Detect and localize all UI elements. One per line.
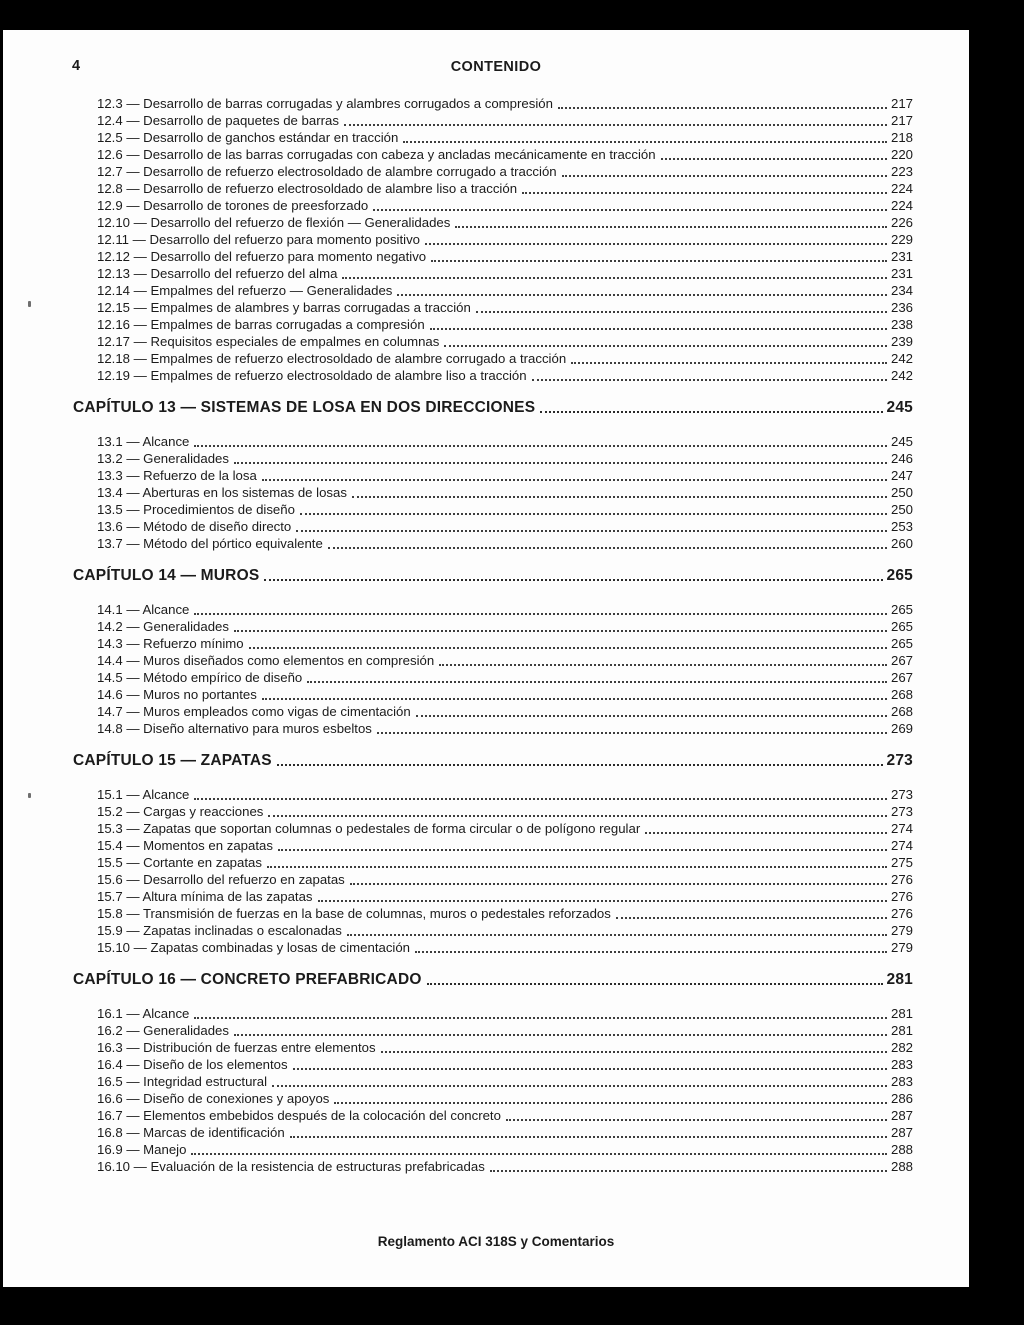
dot-leader: [571, 362, 887, 364]
dot-leader: [300, 513, 887, 515]
entry-page-number: 242: [890, 368, 913, 383]
entry-title: 14.7 — Muros empleados como vigas de cimentación: [97, 704, 411, 719]
entry-title: 14.6 — Muros no portantes: [97, 687, 257, 702]
chapter-title: CAPÍTULO 13 — SISTEMAS DE LOSA EN DOS DIRECCIONES: [73, 399, 536, 416]
dot-leader: [318, 900, 887, 902]
chapter-heading-row: [73, 399, 913, 417]
toc-entry-row: [73, 601, 913, 618]
toc-entry-row: [73, 1107, 913, 1124]
entry-title: 13.3 — Refuerzo de la losa: [97, 468, 257, 483]
toc-entry-row: [73, 703, 913, 720]
dot-leader: [277, 764, 883, 766]
entry-page-number: 265: [890, 602, 913, 617]
dot-leader: [234, 630, 887, 632]
entry-page-number: 231: [890, 249, 913, 264]
entry-title: 12.3 — Desarrollo de barras corrugadas y alambres corrugados a compresión: [97, 96, 553, 111]
entry-title: 15.9 — Zapatas inclinadas o escalonadas: [97, 923, 342, 938]
dot-leader: [262, 698, 887, 700]
dot-leader: [562, 175, 887, 177]
dot-leader: [234, 1034, 887, 1036]
entry-page-number: 283: [890, 1057, 913, 1072]
entry-title: 16.1 — Alcance: [97, 1006, 190, 1021]
entry-title: 15.5 — Cortante en zapatas: [97, 855, 262, 870]
toc-entry-row: [73, 1158, 913, 1175]
entry-title: 15.2 — Cargas y reacciones: [97, 804, 264, 819]
entry-page-number: 286: [890, 1091, 913, 1106]
entry-page-number: 273: [890, 787, 913, 802]
dot-leader: [262, 479, 887, 481]
chapter-title: CAPÍTULO 15 — ZAPATAS: [73, 752, 272, 769]
entry-page-number: 276: [890, 889, 913, 904]
page-number: 4: [72, 58, 81, 74]
toc-entry-row: [73, 686, 913, 703]
entry-title: 15.1 — Alcance: [97, 787, 190, 802]
dot-leader: [344, 124, 887, 126]
entry-page-number: 281: [890, 1023, 913, 1038]
entry-title: 12.11 — Desarrollo del refuerzo para momento positivo: [97, 232, 421, 247]
toc-entry-row: [73, 484, 913, 501]
dot-leader: [352, 496, 887, 498]
dot-leader: [540, 411, 882, 413]
entry-title: 12.10 — Desarrollo del refuerzo de flexión — Generalidades: [97, 215, 451, 230]
dot-leader: [377, 732, 887, 734]
toc-entry-row: [73, 535, 913, 552]
entry-title: 16.8 — Marcas de identificación: [97, 1125, 285, 1140]
entry-title: 15.3 — Zapatas que soportan columnas o pedestales de forma circular o de polígono regular: [97, 821, 641, 836]
entry-title: 14.1 — Alcance: [97, 602, 190, 617]
toc-entry-row: [73, 214, 913, 231]
scan-speck-artifact: [28, 793, 31, 798]
dot-leader: [415, 951, 887, 953]
entry-title: 13.1 — Alcance: [97, 434, 190, 449]
toc-entry-row: [73, 282, 913, 299]
entry-page-number: 269: [890, 721, 913, 736]
entry-page-number: 265: [890, 636, 913, 651]
page-title: CONTENIDO: [450, 59, 542, 75]
entry-title: 15.4 — Momentos en zapatas: [97, 838, 273, 853]
entry-page-number: 236: [890, 300, 913, 315]
toc-entry-row: [73, 635, 913, 652]
entry-title: 12.7 — Desarrollo de refuerzo electrosoldado de alambre corrugado a tracción: [97, 164, 557, 179]
entry-page-number: 274: [890, 821, 913, 836]
toc-entry-row: [73, 518, 913, 535]
dot-leader: [191, 1153, 887, 1155]
dot-leader: [334, 1102, 887, 1104]
entry-page-number: 253: [890, 519, 913, 534]
entry-title: 16.10 — Evaluación de la resistencia de estructuras prefabricadas: [97, 1159, 485, 1174]
page-header: [3, 58, 969, 75]
toc-entry-row: [73, 333, 913, 350]
entry-page-number: 250: [890, 502, 913, 517]
entry-page-number: 224: [890, 198, 913, 213]
entry-title: 12.9 — Desarrollo de torones de preesforzado: [97, 198, 369, 213]
dot-leader: [381, 1051, 887, 1053]
entry-page-number: 274: [890, 838, 913, 853]
toc-entry-row: [73, 922, 913, 939]
dot-leader: [532, 379, 887, 381]
dot-leader: [328, 547, 887, 549]
chapter-page-number: 281: [886, 971, 913, 988]
toc-entry-row: [73, 618, 913, 635]
dot-leader: [347, 934, 887, 936]
toc-entry-row: [73, 905, 913, 922]
toc-entry-row: [73, 1005, 913, 1022]
entry-page-number: 217: [890, 96, 913, 111]
entry-page-number: 282: [890, 1040, 913, 1055]
chapter-heading-row: [73, 752, 913, 770]
dot-leader: [290, 1136, 887, 1138]
toc-entry-row: [73, 467, 913, 484]
entry-title: 14.4 — Muros diseñados como elementos en compresión: [97, 653, 435, 668]
dot-leader: [661, 158, 887, 160]
entry-page-number: 239: [890, 334, 913, 349]
dot-leader: [490, 1170, 887, 1172]
toc-entry-row: [73, 129, 913, 146]
entry-page-number: 246: [890, 451, 913, 466]
toc-entry-row: [73, 786, 913, 803]
entry-title: 14.8 — Diseño alternativo para muros esbeltos: [97, 721, 372, 736]
table-of-contents: [73, 95, 913, 1175]
toc-entry-row: [73, 837, 913, 854]
dot-leader: [234, 462, 887, 464]
toc-entry-row: [73, 1056, 913, 1073]
entry-page-number: 267: [890, 670, 913, 685]
toc-entry-row: [73, 1073, 913, 1090]
dot-leader: [425, 243, 887, 245]
entry-page-number: 268: [890, 704, 913, 719]
entry-page-number: 276: [890, 906, 913, 921]
entry-title: 15.7 — Altura mínima de las zapatas: [97, 889, 313, 904]
entry-page-number: 273: [890, 804, 913, 819]
entry-page-number: 283: [890, 1074, 913, 1089]
toc-entry-row: [73, 1039, 913, 1056]
entry-page-number: 218: [890, 130, 913, 145]
dot-leader: [278, 849, 887, 851]
entry-page-number: 238: [890, 317, 913, 332]
dot-leader: [264, 579, 882, 581]
dot-leader: [267, 866, 887, 868]
toc-entry-row: [73, 871, 913, 888]
entry-page-number: 268: [890, 687, 913, 702]
entry-title: 16.9 — Manejo: [97, 1142, 187, 1157]
entry-title: 12.12 — Desarrollo del refuerzo para momento negativo: [97, 249, 427, 264]
entry-page-number: 288: [890, 1142, 913, 1157]
dot-leader: [249, 647, 887, 649]
dot-leader: [272, 1085, 887, 1087]
entry-title: 16.3 — Distribución de fuerzas entre elementos: [97, 1040, 376, 1055]
toc-entry-row: [73, 501, 913, 518]
entry-page-number: 276: [890, 872, 913, 887]
dot-leader: [293, 1068, 887, 1070]
dot-leader: [616, 917, 887, 919]
document-page: [3, 30, 969, 1287]
dot-leader: [342, 277, 887, 279]
entry-title: 12.5 — Desarrollo de ganchos estándar en tracción: [97, 130, 399, 145]
toc-entry-row: [73, 939, 913, 956]
entry-page-number: 279: [890, 923, 913, 938]
entry-title: 13.7 — Método del pórtico equivalente: [97, 536, 323, 551]
entry-page-number: 250: [890, 485, 913, 500]
dot-leader: [194, 798, 887, 800]
scan-border-wedge: [857, 0, 966, 9]
entry-title: 12.17 — Requisitos especiales de empalmes en columnas: [97, 334, 440, 349]
dot-leader: [296, 530, 887, 532]
page-footer: Reglamento ACI 318S y Comentarios: [377, 1234, 615, 1249]
entry-page-number: 217: [890, 113, 913, 128]
toc-entry-row: [73, 854, 913, 871]
entry-page-number: 234: [890, 283, 913, 298]
entry-title: 14.3 — Refuerzo mínimo: [97, 636, 244, 651]
entry-title: 16.2 — Generalidades: [97, 1023, 229, 1038]
chapter-heading-row: [73, 971, 913, 989]
entry-title: 13.6 — Método de diseño directo: [97, 519, 292, 534]
entry-title: 15.6 — Desarrollo del refuerzo en zapatas: [97, 872, 345, 887]
toc-entry-row: [73, 95, 913, 112]
chapter-title: CAPÍTULO 16 — CONCRETO PREFABRICADO: [73, 971, 422, 988]
toc-entry-row: [73, 1141, 913, 1158]
toc-entry-row: [73, 669, 913, 686]
dot-leader: [194, 445, 887, 447]
entry-page-number: 245: [890, 434, 913, 449]
entry-title: 13.5 — Procedimientos de diseño: [97, 502, 295, 517]
toc-entry-row: [73, 248, 913, 265]
toc-entry-row: [73, 803, 913, 820]
dot-leader: [194, 613, 887, 615]
chapter-page-number: 265: [886, 567, 913, 584]
toc-entry-row: [73, 433, 913, 450]
entry-page-number: 279: [890, 940, 913, 955]
dot-leader: [558, 107, 887, 109]
chapter-heading-row: [73, 567, 913, 585]
entry-page-number: 287: [890, 1108, 913, 1123]
entry-page-number: 231: [890, 266, 913, 281]
entry-page-number: 224: [890, 181, 913, 196]
toc-entry-row: [73, 1124, 913, 1141]
entry-title: 16.5 — Integridad estructural: [97, 1074, 268, 1089]
entry-title: 15.10 — Zapatas combinadas y losas de cimentación: [97, 940, 411, 955]
chapter-page-number: 245: [886, 399, 913, 416]
dot-leader: [431, 260, 887, 262]
entry-title: 12.18 — Empalmes de refuerzo electrosoldado de alambre corrugado a tracción: [97, 351, 567, 366]
toc-entry-row: [73, 146, 913, 163]
dot-leader: [427, 983, 883, 985]
entry-page-number: 287: [890, 1125, 913, 1140]
toc-entry-row: [73, 367, 913, 384]
toc-entry-row: [73, 1022, 913, 1039]
dot-leader: [645, 832, 887, 834]
dot-leader: [444, 345, 887, 347]
toc-entry-row: [73, 163, 913, 180]
dot-leader: [455, 226, 887, 228]
dot-leader: [522, 192, 887, 194]
entry-title: 16.4 — Diseño de los elementos: [97, 1057, 288, 1072]
toc-entry-row: [73, 1090, 913, 1107]
entry-title: 13.4 — Aberturas en los sistemas de losas: [97, 485, 347, 500]
entry-title: 12.6 — Desarrollo de las barras corrugadas con cabeza y ancladas mecánicamente en tracción: [97, 147, 656, 162]
dot-leader: [350, 883, 887, 885]
entry-page-number: 242: [890, 351, 913, 366]
dot-leader: [268, 815, 887, 817]
entry-page-number: 220: [890, 147, 913, 162]
entry-title: 16.7 — Elementos embebidos después de la colocación del concreto: [97, 1108, 501, 1123]
entry-page-number: 223: [890, 164, 913, 179]
toc-entry-row: [73, 265, 913, 282]
entry-title: 12.15 — Empalmes de alambres y barras corrugadas a tracción: [97, 300, 471, 315]
dot-leader: [416, 715, 887, 717]
entry-page-number: 226: [890, 215, 913, 230]
entry-page-number: 275: [890, 855, 913, 870]
toc-entry-row: [73, 820, 913, 837]
entry-page-number: 260: [890, 536, 913, 551]
chapter-page-number: 273: [886, 752, 913, 769]
dot-leader: [430, 328, 887, 330]
toc-entry-row: [73, 112, 913, 129]
entry-title: 15.8 — Transmisión de fuerzas en la base de columnas, muros o pedestales reforzados: [97, 906, 611, 921]
toc-entry-row: [73, 316, 913, 333]
dot-leader: [439, 664, 887, 666]
entry-page-number: 247: [890, 468, 913, 483]
toc-entry-row: [73, 299, 913, 316]
entry-page-number: 281: [890, 1006, 913, 1021]
dot-leader: [397, 294, 887, 296]
toc-entry-row: [73, 180, 913, 197]
chapter-title: CAPÍTULO 14 — MUROS: [73, 567, 260, 584]
toc-entry-row: [73, 350, 913, 367]
dot-leader: [476, 311, 887, 313]
toc-entry-row: [73, 197, 913, 214]
dot-leader: [194, 1017, 887, 1019]
entry-title: 13.2 — Generalidades: [97, 451, 229, 466]
entry-title: 12.14 — Empalmes del refuerzo — Generalidades: [97, 283, 393, 298]
dot-leader: [403, 141, 887, 143]
entry-title: 12.13 — Desarrollo del refuerzo del alma: [97, 266, 338, 281]
entry-title: 14.5 — Método empírico de diseño: [97, 670, 303, 685]
entry-page-number: 229: [890, 232, 913, 247]
toc-entry-row: [73, 720, 913, 737]
entry-title: 16.6 — Diseño de conexiones y apoyos: [97, 1091, 330, 1106]
entry-page-number: 267: [890, 653, 913, 668]
entry-title: 12.16 — Empalmes de barras corrugadas a compresión: [97, 317, 425, 332]
entry-title: 12.19 — Empalmes de refuerzo electrosoldado de alambre liso a tracción: [97, 368, 527, 383]
toc-entry-row: [73, 652, 913, 669]
dot-leader: [373, 209, 887, 211]
dot-leader: [506, 1119, 887, 1121]
toc-entry-row: [73, 888, 913, 905]
toc-entry-row: [73, 450, 913, 467]
entry-page-number: 288: [890, 1159, 913, 1174]
scan-speck-artifact: [28, 301, 31, 307]
entry-title: 12.8 — Desarrollo de refuerzo electrosoldado de alambre liso a tracción: [97, 181, 518, 196]
entry-title: 14.2 — Generalidades: [97, 619, 229, 634]
entry-page-number: 265: [890, 619, 913, 634]
dot-leader: [307, 681, 887, 683]
entry-title: 12.4 — Desarrollo de paquetes de barras: [97, 113, 339, 128]
toc-entry-row: [73, 231, 913, 248]
